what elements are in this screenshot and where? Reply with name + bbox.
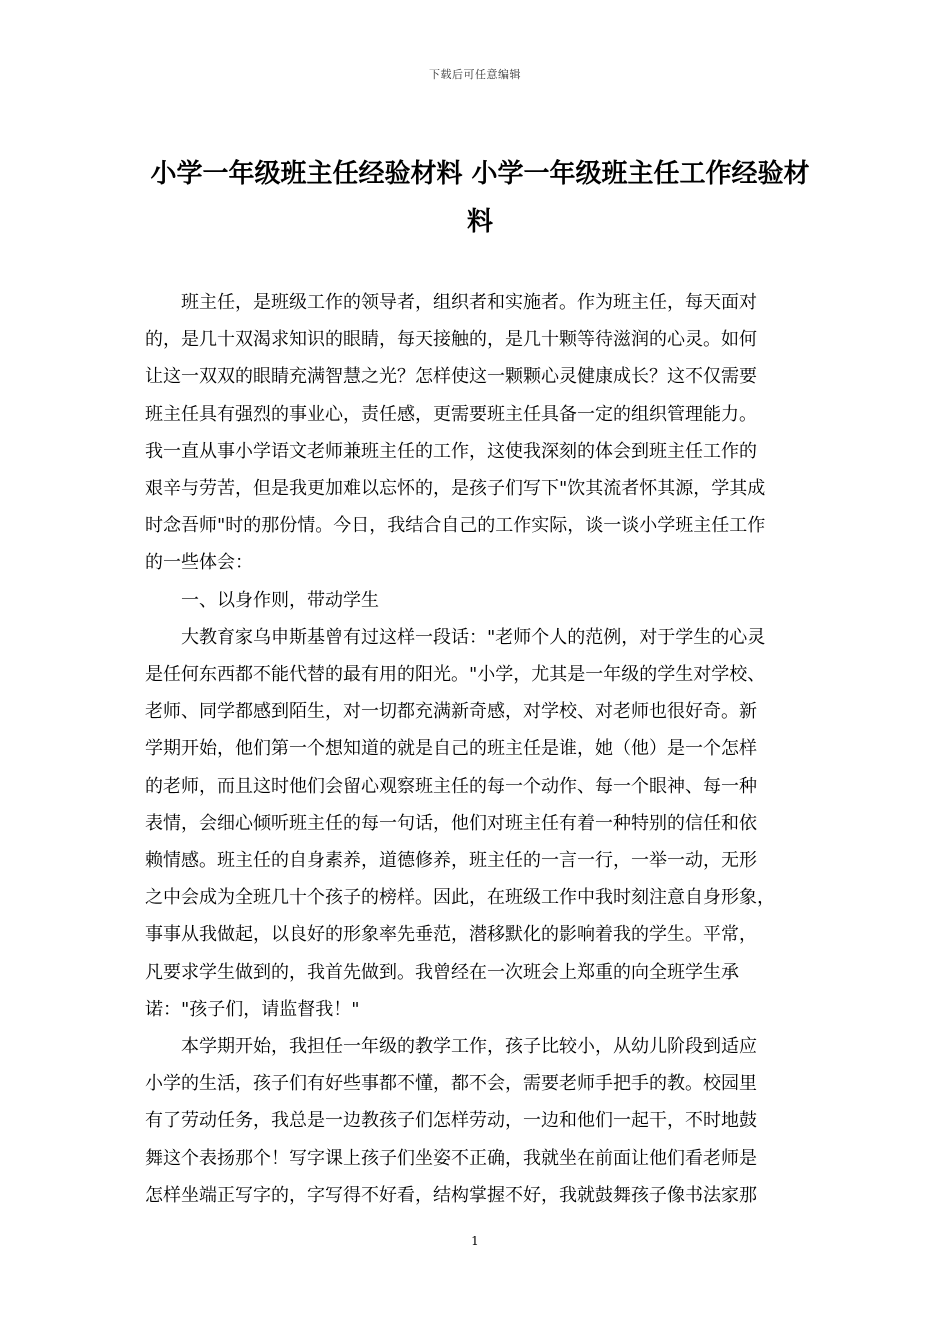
header-note: 下载后可任意编辑 (429, 68, 521, 81)
document-body (145, 284, 817, 1214)
title-line-1: 小学一年级班主任经验材料 小学一年级班主任工作经验材 (150, 159, 810, 189)
document-title (140, 150, 820, 246)
paragraph-intro: 班主任，是班级工作的领导者，组织者和实施者。作为班主任，每天面对 的，是几十双渴求知识的眼睛，每天接触的，是几十颗等待滋润的心灵。如何 让这一双双的眼睛充满智慧之光？怎样使这一颗颗心灵健康成长？这不仅需要 班主任具有强烈的事业心，责任感，更需要班主任具备一定的组织管理能力。 我一直从事小学语文老师兼班主任的工作，这使我深刻的体会到班主任工作的 艰辛与劳苦，但是我更加难以忘怀的，是孩子们写下"饮其流者怀其源，学其成 时念吾师"时的那份情。今日，我结合自己的工作实际，谈一谈小学班主任工作 的一些体会： (145, 292, 766, 574)
title-line-2: 料 (466, 207, 493, 237)
section-heading-1: 一、以身作则，带动学生 (181, 589, 379, 611)
paragraph-semester: 本学期开始，我担任一年级的教学工作，孩子比较小，从幼儿阶段到适应 小学的生活，孩子们有好些事都不懂，都不会，需要老师手把手的教。校园里 有了劳动任务，我总是一边教孩子们怎样劳动，一边和他们一起干，不时地鼓 舞这个表扬那个！写字课上孩子们坐姿不正确，我就坐在前面让他们看老师是 怎样坐端正写字的，字写得不好看，结构掌握不好，我就鼓舞孩子像书法家那 (145, 1036, 757, 1206)
page-number: 1 (471, 1234, 479, 1248)
paragraph-role-model: 大教育家乌申斯基曾有过这样一段话："老师个人的范例，对于学生的心灵 是任何东西都不能代替的最有用的阳光。"小学，尤其是一年级的学生对学校、 老师、同学都感到陌生，对一切都充满新奇感，对学校、对老师也很好奇。新 学期开始，他们第一个想知道的就是自己的班主任是谁，她（他）是一个怎样 的老师，而且这时他们会留心观察班主任的每一个动作、每一个眼神、每一种 表情，会细心倾听班主任的每一句话，他们对班主任有着一种特别的信任和依 赖情感。班主任的自身素养，道德修养，班主任的一言一行，一举一动，无形 之中会成为全班几十个孩子的榜样。因此，在班级工作中我时刻注意自身形象， 事事从我做起，以良好的形象率先垂范，潜移默化的影响着我的学生。平常， 凡要求学生做到的，我首先做到。我曾经在一次班会上郑重的向全班学生承 诺："孩子们，请监督我！" (145, 626, 775, 1020)
